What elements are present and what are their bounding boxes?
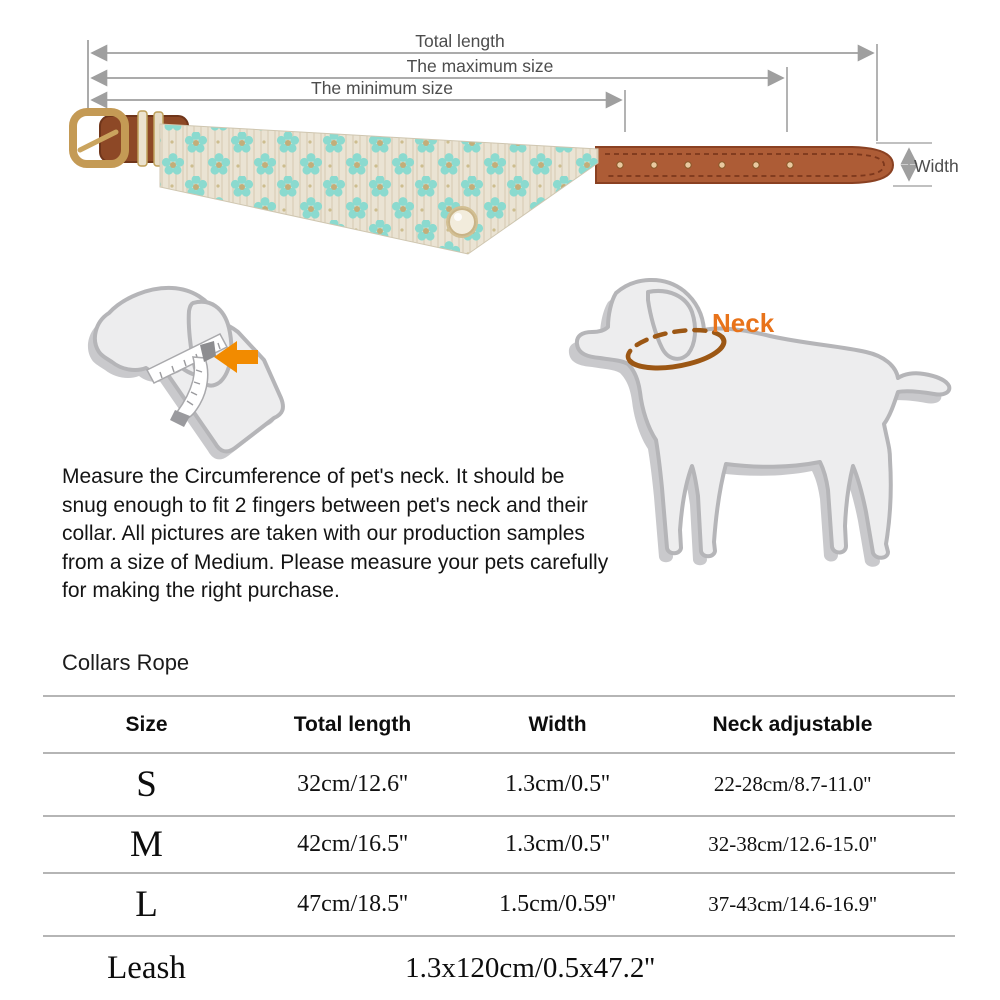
m-neck: 32-38cm/12.6-15.0'' (708, 832, 877, 856)
measurement-note (62, 463, 608, 606)
min-size-dim-label: The minimum size (311, 78, 453, 98)
table-row (43, 872, 955, 935)
l-total-length: 47cm/18.5'' (297, 891, 408, 917)
measuring-dog-illustration (88, 288, 283, 459)
neck-dog-illustration (569, 280, 949, 567)
max-size-dim-label: The maximum size (406, 56, 554, 76)
header-total-length: Total length (293, 712, 412, 736)
collar-bandana (160, 124, 598, 254)
note-line: for making the right purchase. (62, 579, 340, 603)
collar-photo (73, 111, 893, 254)
l-neck: 37-43cm/14.6-16.9'' (708, 892, 877, 916)
leash-label: Leash (107, 949, 186, 986)
note-line: Measure the Circumference of pet's neck. It should be (62, 465, 565, 488)
total-length-dim-label: Total length (415, 31, 505, 51)
s-width: 1.3cm/0.5'' (505, 771, 610, 797)
header-width: Width (528, 712, 587, 736)
m-width: 1.3cm/0.5'' (505, 831, 610, 857)
size-table (43, 695, 955, 999)
note-line: collar. All pictures are taken with our production samples (62, 522, 585, 546)
header-neck-adjustable: Neck adjustable (712, 712, 873, 736)
table-row-leash (43, 935, 955, 999)
table-title: Collars Rope (62, 650, 190, 675)
table-row (43, 815, 955, 872)
s-neck: 22-28cm/8.7-11.0'' (713, 772, 872, 796)
width-dim-label: Width (914, 156, 959, 176)
l-width: 1.5cm/0.59'' (499, 891, 616, 917)
table-row (43, 752, 955, 815)
neck-label: Neck (712, 308, 775, 338)
pearl-button (449, 209, 475, 235)
size-m: M (130, 824, 163, 865)
leash-value: 1.3x120cm/0.5x47.2'' (405, 951, 655, 984)
m-total-length: 42cm/16.5'' (297, 831, 408, 857)
collar-measurement-diagram (0, 0, 1000, 265)
s-total-length: 32cm/12.6'' (297, 771, 408, 797)
note-line: snug enough to fit 2 fingers between pet's neck and their (62, 493, 588, 517)
header-size: Size (125, 712, 168, 736)
collar-strap (596, 147, 893, 183)
size-l: L (135, 884, 158, 925)
table-header-row (43, 695, 955, 752)
size-s: S (136, 764, 157, 805)
note-line: from a size of Medium. Please measure your pets carefully (62, 550, 609, 574)
